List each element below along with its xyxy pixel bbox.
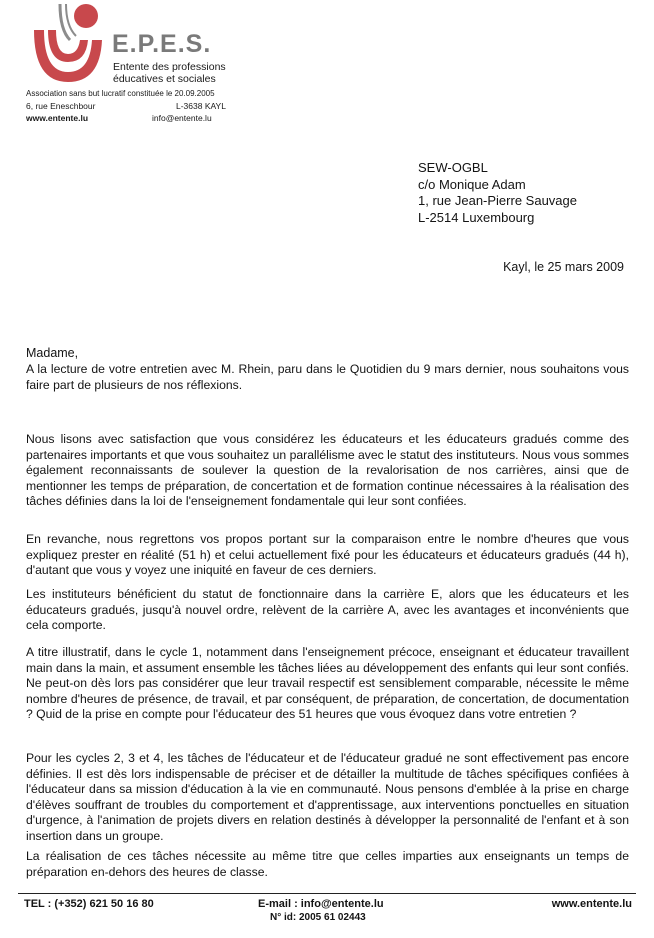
footer-phone: TEL : (+352) 621 50 16 80 (24, 898, 154, 910)
letterhead-city: L-3638 KAYL (176, 101, 226, 111)
footer-divider (18, 893, 636, 894)
association-note: Association sans but lucratif constituée le 20.09.2005 (26, 89, 215, 98)
brand-subtitle-line2: éducatives et sociales (113, 73, 216, 85)
body-paragraph: La réalisation de ces tâches nécessite au même titre que celles imparties aux enseignants un temps de préparation en-dehors des heures de classe. (26, 849, 629, 879)
letterhead-email: info@entente.lu (152, 113, 212, 123)
recipient-line: 1, rue Jean-Pierre Sauvage (418, 193, 577, 208)
brand-name: E.P.E.S. (112, 30, 212, 58)
footer-website: www.entente.lu (551, 898, 632, 910)
brand-subtitle (113, 61, 226, 85)
body-paragraph: A la lecture de votre entretien avec M. Rhein, paru dans le Quotidien du 9 mars dernier, nous souhaitons vous faire part de plusieurs de nos réflexions. (26, 362, 629, 392)
recipient-line: L-2514 Luxembourg (418, 209, 535, 225)
letterhead-website: www.entente.lu (26, 113, 89, 123)
body-paragraph: Nous lisons avec satisfaction que vous considérez les éducateurs et les éducateurs gradués comme des partenaires importants et que vous souhaitez un parallélisme avec le statut des instituteurs. Nous vous sommes également reconnaissants de soulever la question de la revalorisation de nos carrières, ainsi que de mentionner les temps de préparation, de concertation et de formation continue nécessaires à la réalisation des tâches définies dans la loi de l'enseignement fondamentale qui leur sont confiées. (26, 432, 629, 508)
body-paragraph: Les instituteurs bénéficient du statut de fonctionnaire dans la carrière E, alors que les éducateurs et les éducateurs gradués, jusqu'à nouvel ordre, relèvent de la carrière A, avec les avantages et inconvénients que cela comporte. (26, 587, 629, 632)
letter-date: Kayl, le 25 mars 2009 (503, 260, 624, 274)
letterhead-street: 6, rue Eneschbour (26, 101, 96, 111)
recipient-address (418, 160, 577, 226)
brand-subtitle-line1: Entente des professions (113, 61, 226, 73)
footer-email: E-mail : info@entente.lu (258, 898, 384, 910)
body-paragraph: A titre illustratif, dans le cycle 1, notamment dans l'enseignement précoce, enseignant et éducateur travaillent main dans la main, et assument ensemble les tâches liées au développement des enfants qui leur sont confiés. Ne peut-on dès lors pas considérer que leur travail respectif est sensiblement comparable, nécessite le même nombre d'heures de présence, de travail, et par conséquent, de préparation, de concertation, de documentation ? Quid de la prise en compte pour l'éducateur des 51 heures que vous évoquez dans votre entretien ? (26, 645, 629, 721)
body-paragraph: En revanche, nous regrettons vos propos portant sur la comparaison entre le nombre d'heures que vous expliquez prester en réalité (51 h) et celui actuellement fixé pour les éducateurs et éducateurs gradués (44 h), d'autant que vous y voyez une iniquité en faveur de ces derniers. (26, 532, 629, 577)
epes-logo-icon (26, 0, 108, 90)
body-paragraph: Pour les cycles 2, 3 et 4, les tâches de l'éducateur et de l'éducateur gradué ne sont effectivement pas encore définies. Il est dès lors indispensable de préciser et de détailler la multitude de tâches spécifiques confiées à l'éducateur dans sa mission d'éducation à la vie en communauté. Nous pensons d'emblée à la prise en charge d'élèves souffrant de troubles du comportement et d'apprentissage, aux interventions ponctuelles en situation d'urgence, à l'animation de projets divers en relation destinés à développer la personnalité de l'enfant et à son insertion dans un groupe. (26, 751, 629, 843)
salutation: Madame, (26, 346, 79, 360)
recipient-line: SEW-OGBL (418, 160, 488, 175)
footer-id-number: N° id: 2005 61 02443 (270, 912, 366, 923)
recipient-line: c/o Monique Adam (418, 176, 526, 192)
